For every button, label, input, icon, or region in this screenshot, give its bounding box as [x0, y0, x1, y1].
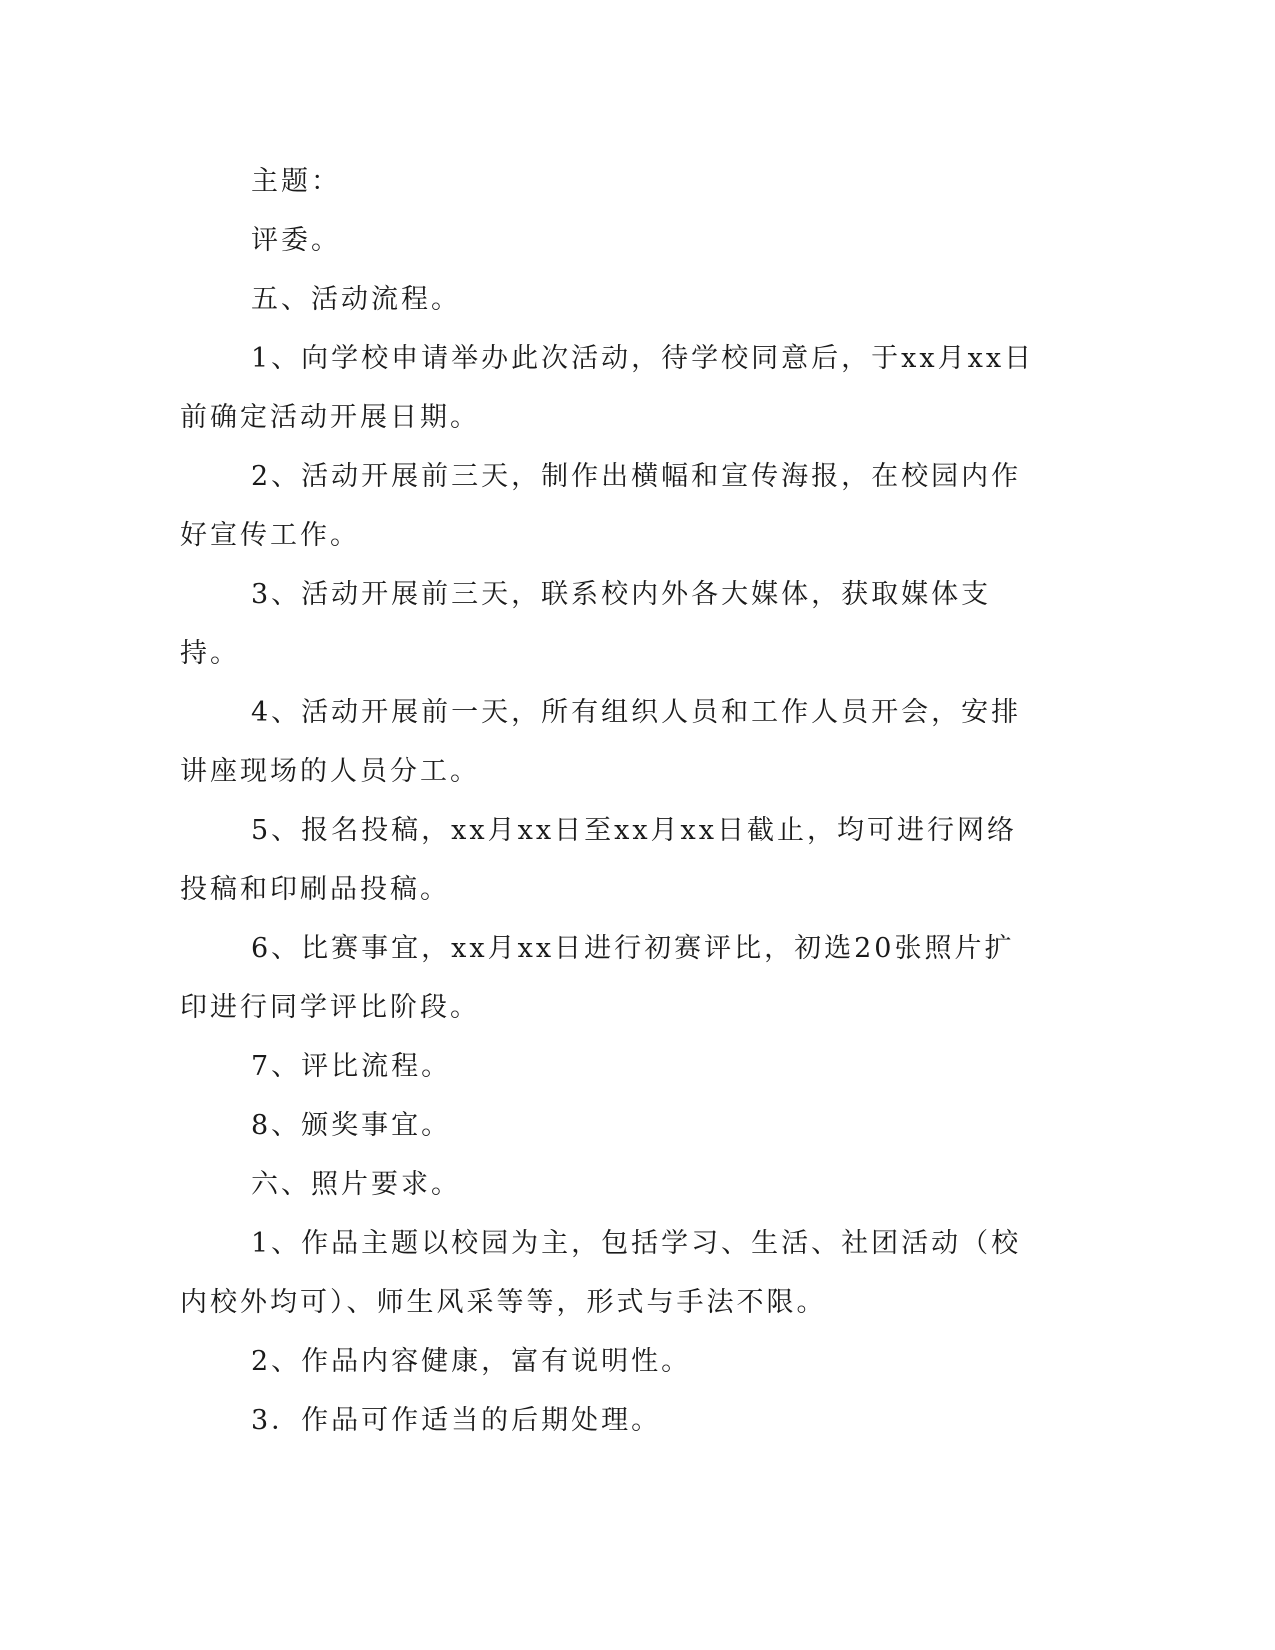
process-step-6: 6、比赛事宜，xx月xx日进行初赛评比，初选20张照片扩印进行同学评比阶段。	[180, 933, 1015, 1023]
requirement-2: 2、作品内容健康，富有说明性。	[251, 1346, 692, 1377]
heading-activity-process: 五、活动流程。	[251, 284, 461, 315]
requirement-1: 1、作品主题以校园为主，包括学习、生活、社团活动（校内校外均可）、师生风采等等，形式与手法不限。	[180, 1228, 1022, 1318]
process-step-2: 2、活动开展前三天，制作出横幅和宣传海报，在校园内作好宣传工作。	[180, 461, 1022, 551]
process-step-1: 1、向学校申请举办此次活动，待学校同意后，于xx月xx日前确定活动开展日期。	[180, 343, 1035, 433]
process-step-3: 3、活动开展前三天，联系校内外各大媒体，获取媒体支持。	[180, 579, 992, 669]
paragraph-judges: 评委。	[251, 225, 341, 256]
heading-photo-requirements: 六、照片要求。	[251, 1169, 461, 1200]
process-step-7: 7、评比流程。	[251, 1051, 452, 1082]
paragraph-theme: 主题：	[251, 166, 341, 197]
process-step-8: 8、颁奖事宜。	[251, 1110, 452, 1141]
process-step-5: 5、报名投稿，xx月xx日至xx月xx日截止，均可进行网络投稿和印刷品投稿。	[180, 815, 1017, 905]
document-body	[180, 152, 1040, 1450]
process-step-4: 4、活动开展前一天，所有组织人员和工作人员开会，安排讲座现场的人员分工。	[180, 697, 1022, 787]
requirement-3: 3．作品可作适当的后期处理。	[251, 1405, 662, 1436]
